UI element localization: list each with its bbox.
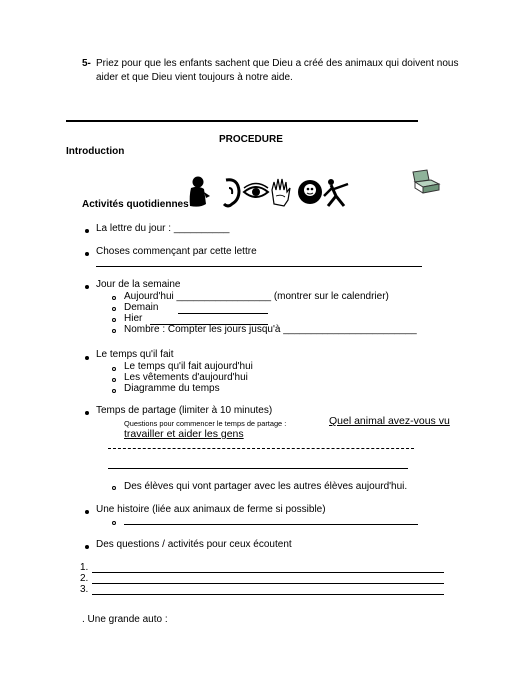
point-number: 5-: [82, 58, 91, 69]
point5-line2: aider et que Dieu vient toujours à notre aide.: [96, 72, 293, 83]
bullet: [85, 411, 89, 415]
hier-item: Hier: [124, 313, 143, 324]
sub-bullet: [112, 486, 116, 490]
sub-bullet: [112, 367, 116, 371]
numbered-label: 2.: [80, 573, 89, 584]
introduction-heading: Introduction: [66, 146, 125, 157]
point5-line1: Priez pour que les enfants sachent que Dieu a créé des animaux qui doivent nous: [96, 58, 459, 69]
demain-item: Demain: [124, 302, 159, 313]
activites-heading: Activités quotidiennes: [82, 199, 189, 210]
bullet: [85, 356, 89, 360]
sub-bullet: [112, 296, 116, 300]
choses-commencant: Choses commençant par cette lettre: [96, 246, 257, 257]
answer-line: [178, 313, 268, 314]
histoire-item: Une histoire (liée aux animaux de ferme si possible): [96, 504, 326, 515]
activity-icons: [186, 174, 354, 212]
numbered-label: 1.: [80, 562, 89, 573]
numbered-label: 3.: [80, 584, 89, 595]
bullet: [85, 510, 89, 514]
stretching-person-icon: [324, 179, 348, 206]
ear-icon: [224, 180, 239, 206]
question-line2: travailler et aider les gens: [124, 428, 244, 440]
answer-line: [92, 583, 444, 584]
chair-icon: [409, 168, 447, 194]
answer-line: [96, 266, 422, 267]
answer-line: [92, 594, 444, 595]
face-icon: [298, 180, 322, 204]
sub-bullet: [112, 329, 116, 333]
jour-semaine: Jour de la semaine: [96, 279, 181, 290]
bullet: [85, 252, 89, 256]
question-line1: Quel animal avez-vous vu: [329, 415, 450, 427]
aujourdhui-item: Aujourd'hui _________________ (montrer sur le calendrier): [124, 291, 389, 302]
temps-sub3: Diagramme du temps: [124, 383, 220, 394]
answer-line: [108, 468, 408, 469]
eleves-item: Des élèves qui vont partager avec les autres élèves aujourd'hui.: [124, 481, 408, 492]
sub-bullet: [112, 378, 116, 382]
bullet: [85, 545, 89, 549]
des-questions-item: Des questions / activités pour ceux écoutent: [96, 539, 292, 550]
temps-item: Le temps qu'il fait: [96, 349, 174, 360]
eye-icon: [244, 184, 268, 198]
procedure-title: PROCEDURE: [219, 134, 283, 145]
section-divider: [66, 120, 418, 122]
sub-bullet: [112, 318, 116, 322]
answer-line: [92, 572, 444, 573]
sub-bullet: [112, 389, 116, 393]
hand-icon: [272, 179, 290, 206]
child-listening-icon: [190, 177, 210, 207]
bullet: [85, 229, 89, 233]
partage-item: Temps de partage (limiter à 10 minutes): [96, 405, 273, 416]
answer-line: [108, 448, 414, 449]
nombre-item: Nombre : Compter les jours jusqu'à ________________________: [124, 324, 417, 335]
sub-bullet: [112, 521, 116, 525]
temps-sub2: Les vêtements d'aujourd'hui: [124, 372, 248, 383]
lettre-du-jour: La lettre du jour : __________: [96, 223, 230, 234]
answer-line: [124, 524, 418, 525]
temps-sub1: Le temps qu'il fait aujourd'hui: [124, 361, 253, 372]
sub-bullet: [112, 307, 116, 311]
bullet: [85, 285, 89, 289]
questions-label: Questions pour commencer le temps de partage :: [124, 419, 287, 428]
grande-auto: . Une grande auto :: [82, 614, 168, 625]
